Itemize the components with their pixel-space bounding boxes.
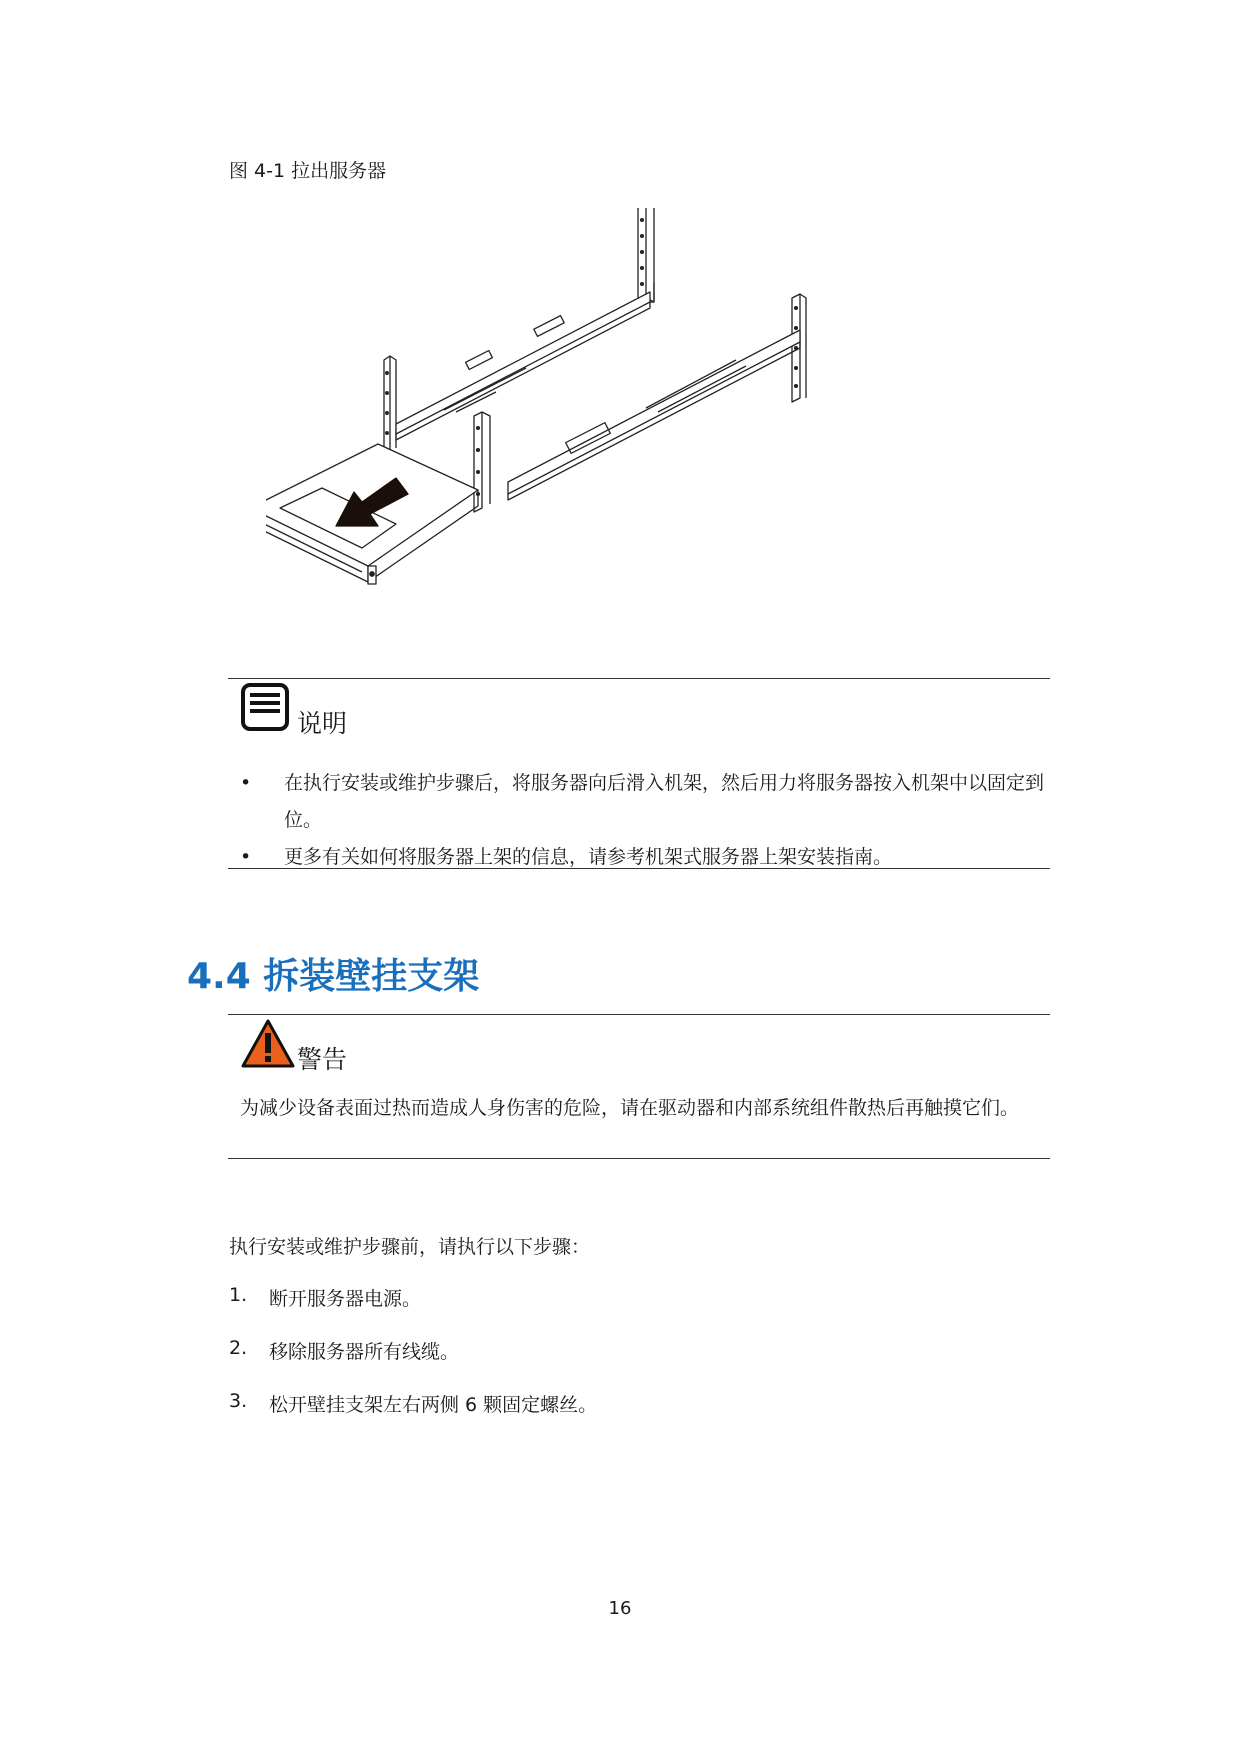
- step-item: [229, 1390, 597, 1443]
- step-number: 2.: [229, 1337, 248, 1359]
- note-item: [238, 765, 1048, 839]
- note-top-rule: [228, 678, 1050, 679]
- bullet-marker: •: [240, 846, 252, 868]
- note-list: [238, 765, 1048, 876]
- server-pull-out-illustration: [266, 208, 826, 620]
- step-text: 移除服务器所有线缆。: [269, 1341, 460, 1363]
- procedure-intro: 执行安装或维护步骤前，请执行以下步骤：: [229, 1236, 591, 1258]
- step-item: [229, 1284, 597, 1337]
- note-bottom-rule: [228, 868, 1050, 869]
- step-item: [229, 1337, 597, 1390]
- procedure-steps: [229, 1284, 597, 1443]
- slide-rail-left: [396, 292, 650, 440]
- warning-bottom-rule: [228, 1158, 1050, 1159]
- note-title: 说明: [297, 709, 348, 738]
- rack-post-rear-right: [638, 208, 654, 302]
- bullet-marker: •: [240, 772, 252, 794]
- warning-title: 警告: [297, 1045, 348, 1074]
- rack-post-front-right: [474, 412, 490, 512]
- warning-text: 为减少设备表面过热而造成人身伤害的危险，请在驱动器和内部系统组件散热后再触摸它们。: [240, 1097, 1020, 1119]
- rack-post-front-left: [384, 356, 396, 456]
- note-item-text: 在执行安装或维护步骤后，将服务器向后滑入机架，然后用力将服务器按入机架中以固定到位。: [284, 772, 1045, 831]
- section-heading: 4.4 拆装壁挂支架: [187, 956, 480, 997]
- note-item: [238, 839, 1048, 876]
- note-item-text: 更多有关如何将服务器上架的信息，请参考机架式服务器上架安装指南。: [284, 846, 893, 868]
- warning-triangle-icon: [240, 1018, 296, 1070]
- warning-top-rule: [228, 1014, 1050, 1015]
- note-icon: [241, 683, 291, 733]
- step-text: 松开壁挂支架左右两侧 6 颗固定螺丝。: [269, 1394, 598, 1416]
- step-number: 1.: [229, 1284, 248, 1306]
- page-number: 16: [608, 1598, 632, 1619]
- step-number: 3.: [229, 1390, 248, 1412]
- step-text: 断开服务器电源。: [269, 1288, 422, 1310]
- slide-rail-right: [508, 330, 800, 500]
- server-chassis: [266, 444, 478, 584]
- figure-caption: 图 4-1 拉出服务器: [229, 160, 387, 182]
